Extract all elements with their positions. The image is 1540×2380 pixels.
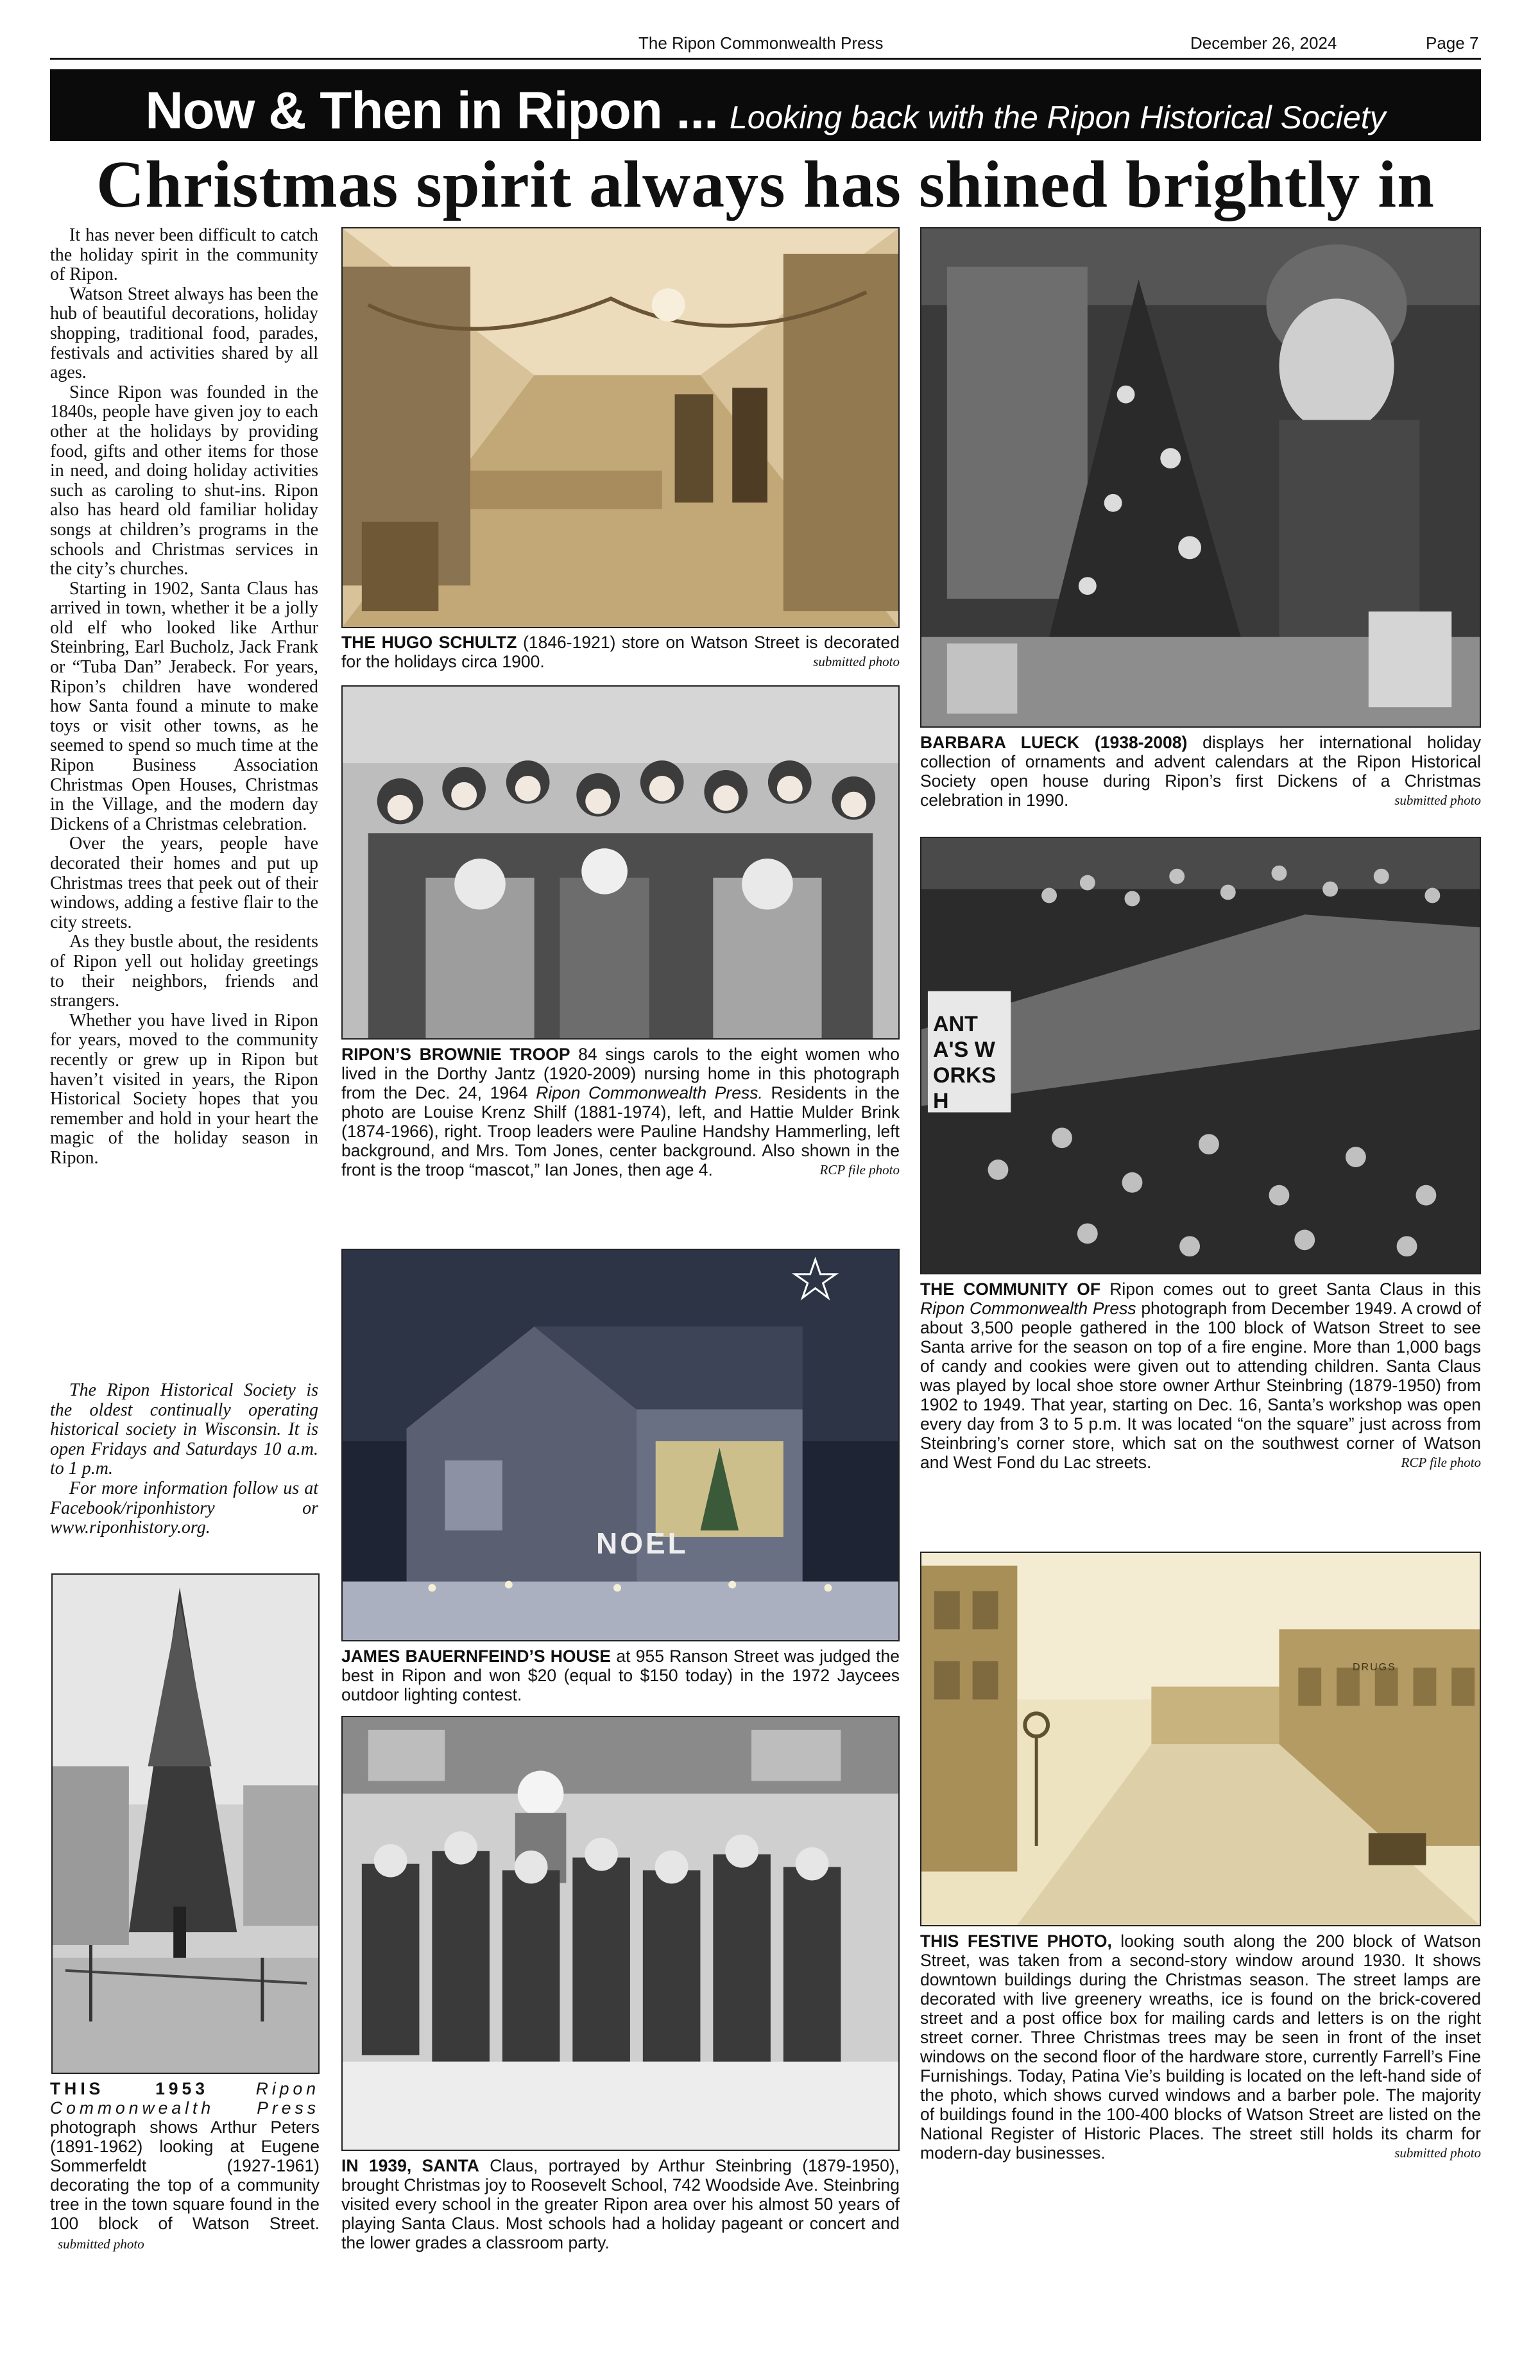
photo-community-crowd-1949 bbox=[920, 837, 1481, 1274]
photo-festive-street-1930 bbox=[920, 1552, 1481, 1926]
society-note bbox=[50, 1381, 318, 1538]
society-note-paragraph: The Ripon Historical Society is the oldest continually operating historical society in Wisconsin. It is open Fridays and Saturdays 10 a.m. to 1 p.m. bbox=[50, 1380, 318, 1479]
photo-credit: submitted photo bbox=[1394, 2145, 1481, 2161]
photo-credit: RCP file photo bbox=[819, 1162, 900, 1177]
society-note-paragraph: For more information follow us at Facebook/riponhistory or www.riponhistory.org. bbox=[50, 1478, 318, 1538]
caption-barbara-lueck bbox=[920, 733, 1481, 810]
caption-publication: Ripon Commonwealth Press. bbox=[536, 1083, 763, 1102]
banner-title: Now & Then in Ripon ... bbox=[145, 81, 718, 140]
photo-hugo-schultz-store bbox=[341, 227, 900, 628]
caption-lead: THE HUGO SCHULTZ bbox=[341, 633, 517, 652]
workshop-sign-text: ANTA'S WORKSH bbox=[933, 1012, 997, 1113]
caption-text: Ripon comes out to greet Santa Claus in this bbox=[1100, 1280, 1481, 1299]
drugs-sign-text: DRUGS bbox=[1353, 1662, 1396, 1673]
caption-santa-1939 bbox=[341, 2156, 900, 2252]
caption-text: (1846-1921) store on Watson Street is decorated for the holidays circa 1900. bbox=[341, 633, 900, 671]
photo-brownie-troop bbox=[341, 685, 900, 1040]
photo-bauernfeind-house bbox=[341, 1249, 900, 1641]
caption-text: Residents in the photo are Louise Krenz Shilf (1881-1974), left, and Hattie Mulder Brink (1874-1966), right. Troop leaders were Pauline Handshy Hammerling, left background, and Mrs. Tom Jones, center background. Also shown in the front is the troop “mascot,” Ian Jones, then age 4. bbox=[341, 1083, 900, 1179]
caption-publication: Ripon Commonwealth Press bbox=[50, 2079, 320, 2118]
section-banner bbox=[50, 69, 1481, 141]
article-paragraph: It has never been difficult to catch the holiday spirit in the community of Ripon. bbox=[50, 225, 318, 285]
photo-community-tree-1953 bbox=[51, 1573, 320, 2074]
photo-credit: submitted photo bbox=[813, 654, 900, 669]
caption-publication: Ripon Commonwealth Press bbox=[920, 1299, 1136, 1318]
caption-lead: RIPON’S BROWNIE TROOP bbox=[341, 1045, 570, 1064]
article-paragraph: Starting in 1902, Santa Claus has arrived in town, whether it be a jolly old elf who looked like Arthur Steinbring, Earl Bucholz, Jack Frank or “Tuba Dan” Jerabeck. For years, Ripon’s children have wondered how Santa found a minute to make toys or visit other towns, as he seemed to spend so much time at the Ripon Business Association Christmas Open Houses, Christmas in the Village, and the modern day Dickens of a Christmas celebration. bbox=[50, 578, 318, 834]
caption-festive-street bbox=[920, 1931, 1481, 2162]
caption-text: Claus, portrayed by Arthur Steinbring (1879-1950), brought Christmas joy to Roosevelt School, 742 Woodside Ave. Steinbring visited every school in the greater Ripon area over his almost 50 years of playing Santa Claus. Most schools had a holiday pageant or concert and the lower grades a classroom party. bbox=[341, 2156, 900, 2252]
caption-lead: BARBARA LUECK (1938-2008) bbox=[920, 733, 1188, 752]
caption-text: at 955 Ranson Street was judged the best in Ripon and won $20 (equal to $150 today) in the 1972 Jaycees outdoor lighting contest. bbox=[341, 1647, 900, 1704]
page-number: Page 7 bbox=[1426, 33, 1479, 53]
photo-barbara-lueck bbox=[920, 227, 1481, 728]
caption-text: displays her international holiday collection of ornaments and advent calendars at the Ripon Historical Society open house during Ripon’s first Dickens of a Christmas celebration in 1990. bbox=[920, 733, 1481, 810]
caption-lead: JAMES BAUERNFEIND’S HOUSE bbox=[341, 1647, 612, 1666]
photo-credit: submitted photo bbox=[58, 2236, 144, 2252]
article-paragraph: Watson Street always has been the hub of beautiful decorations, holiday shopping, traditional food, parades, festivals and activities shared by all ages. bbox=[50, 284, 318, 383]
header-rule bbox=[50, 58, 1481, 60]
article-paragraph: As they bustle about, the residents of Ripon yell out holiday greetings to their neighbors, friends and strangers. bbox=[50, 932, 318, 1011]
caption-lead: IN 1939, SANTA bbox=[341, 2156, 479, 2175]
caption-hugo-schultz bbox=[341, 633, 900, 671]
article-body bbox=[50, 226, 318, 1169]
caption-text: photograph shows Arthur Peters (1891-1962) looking at Eugene Sommerfeldt (1927-1961) decorating the top of a community tree in the town square found in the 100 block of Watson Street. bbox=[50, 2118, 320, 2233]
caption-lead: THIS 1953 bbox=[50, 2079, 209, 2098]
caption-lead: THE COMMUNITY OF bbox=[920, 1280, 1101, 1299]
caption-bauernfeind-house bbox=[341, 1647, 900, 1704]
banner-subtitle: Looking back with the Ripon Historical Society bbox=[729, 99, 1386, 135]
caption-community-crowd bbox=[920, 1280, 1481, 1472]
caption-text: 84 sings carols to the eight women who lived in the Dorthy Jantz (1920-2009) nursing home in this photograph from the Dec. 24, 1964 bbox=[341, 1045, 900, 1102]
article-paragraph: Whether you have lived in Ripon for years, moved to the community recently or grew up in Ripon but haven’t visited in years, the Ripon Historical Society hopes that you remember and hold in your heart the magic of the holiday season in Ripon. bbox=[50, 1010, 318, 1168]
issue-date: December 26, 2024 bbox=[1190, 33, 1337, 53]
headline: Christmas spirit always has shined brightly in bbox=[96, 148, 1435, 221]
photo-credit: submitted photo bbox=[1394, 792, 1481, 808]
article-paragraph: Since Ripon was founded in the 1840s, people have given joy to each other at the holidays by providing food, gifts and other items for those in need, and doing holiday activities such as caroling to shut-ins. Ripon also has heard old familiar holiday songs at children’s programs in the schools and Christmas services in the city’s churches. bbox=[50, 382, 318, 579]
paper-name: The Ripon Commonwealth Press bbox=[638, 33, 884, 53]
photo-credit: RCP file photo bbox=[1401, 1455, 1481, 1470]
caption-community-tree-1953 bbox=[50, 2079, 320, 2254]
photo-santa-1939 bbox=[341, 1716, 900, 2151]
caption-brownie-troop bbox=[341, 1045, 900, 1179]
caption-lead: THIS FESTIVE PHOTO, bbox=[920, 1931, 1112, 1951]
caption-text: looking south along the 200 block of Watson Street, was taken from a second-story window around 1930. It shows downtown buildings during the Christmas season. The street lamps are decorated with live greenery wreaths, ice is found on the brick-covered street and a post office box for mailing cards and letters is on the right street corner. Three Christmas trees may be seen in front of the inset windows on the second floor of the hardware store, currently Farrell’s Fine Furnishings. Today, Patina Vie’s building is located on the left-hand side of the photo, which shows curved windows and a barber pole. The majority of buildings found in the 100-400 blocks of Watson Street are listed on the National Register of Historic Places. The street still holds its charm for modern-day businesses. bbox=[920, 1931, 1481, 2162]
article-paragraph: Over the years, people have decorated their homes and put up Christmas trees that peek out of their windows, adding a festive flair to the city streets. bbox=[50, 834, 318, 932]
caption-text: photograph from December 1949. A crowd of about 3,500 people gathered in the 100 block of Watson Street to see Santa arrive for the season on top of a fire engine. More than 1,000 bags of candy and cookies were given out to attending children. Santa Claus was played by local shoe store owner Arthur Steinbring (1879-1950) from 1902 to 1949. That year, starting on Dec. 16, Santa’s workshop was open every day from 3 to 5 p.m. It was located “on the square” just across from Steinbring’s corner store, which sat on the southwest corner of Watson and West Fond du Lac streets. bbox=[920, 1299, 1481, 1472]
house-sign-text: NOEL bbox=[596, 1527, 689, 1560]
